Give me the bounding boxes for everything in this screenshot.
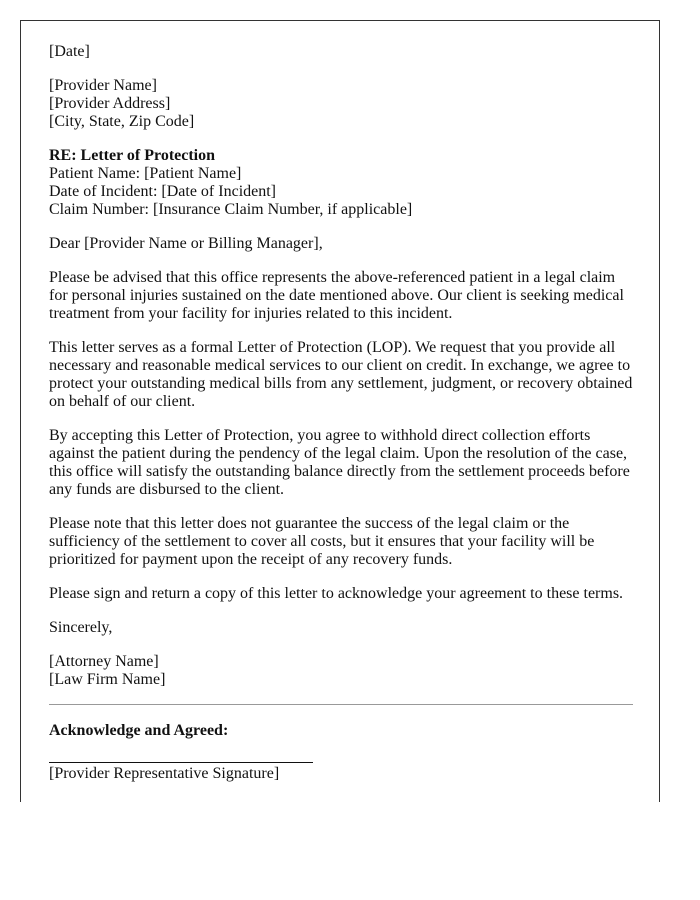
signature-space bbox=[49, 740, 633, 762]
signature-label: [Provider Representative Signature] bbox=[49, 765, 280, 782]
section-divider bbox=[49, 704, 633, 705]
claim-number: Claim Number: [Insurance Claim Number, if applicable] bbox=[49, 201, 413, 218]
body-paragraph: By accepting this Letter of Protection, you agree to withhold direct collection efforts against the patient during the pendency of the legal claim. Upon the resolution of the case, this office will satisfy the outstanding balance directly from the settlement proceeds before any funds are disbursed to the client. bbox=[49, 427, 630, 498]
closing: Sincerely, bbox=[49, 619, 113, 636]
re-heading: RE: Letter of Protection bbox=[49, 147, 216, 164]
provider-address: [Provider Address] bbox=[49, 95, 171, 112]
re-block bbox=[49, 147, 633, 219]
body-paragraph: Please be advised that this office represents the above-referenced patient in a legal claim for personal injuries sustained on the date mentioned above. Our client is seeking medical treatment from your facility for injuries related to this incident. bbox=[49, 269, 624, 322]
patient-name: Patient Name: [Patient Name] bbox=[49, 165, 242, 182]
letter-page bbox=[20, 20, 660, 802]
provider-city-state-zip: [City, State, Zip Code] bbox=[49, 113, 195, 130]
provider-name: [Provider Name] bbox=[49, 77, 157, 94]
date: [Date] bbox=[49, 43, 90, 60]
signature-line bbox=[49, 762, 313, 763]
body-paragraph: This letter serves as a formal Letter of Protection (LOP). We request that you provide all necessary and reasonable medical services to our client on credit. In exchange, we agree to protect your outstanding medical bills from any settlement, judgment, or recovery obtained on behalf of our client. bbox=[49, 339, 633, 410]
acknowledgment-heading: Acknowledge and Agreed: bbox=[49, 722, 229, 739]
recipient-block bbox=[49, 77, 633, 131]
attorney-name: [Attorney Name] bbox=[49, 653, 159, 670]
date-of-incident: Date of Incident: [Date of Incident] bbox=[49, 183, 277, 200]
letter-content bbox=[49, 43, 633, 783]
signatory-block bbox=[49, 653, 633, 689]
date-line bbox=[49, 43, 633, 61]
body-paragraph: Please sign and return a copy of this letter to acknowledge your agreement to these terms. bbox=[49, 585, 624, 602]
body-paragraph: Please note that this letter does not guarantee the success of the legal claim or the sufficiency of the settlement to cover all costs, but it ensures that your facility will be prioritized for payment upon the receipt of any recovery funds. bbox=[49, 515, 595, 568]
law-firm-name: [Law Firm Name] bbox=[49, 671, 166, 688]
salutation: Dear [Provider Name or Billing Manager], bbox=[49, 235, 323, 252]
